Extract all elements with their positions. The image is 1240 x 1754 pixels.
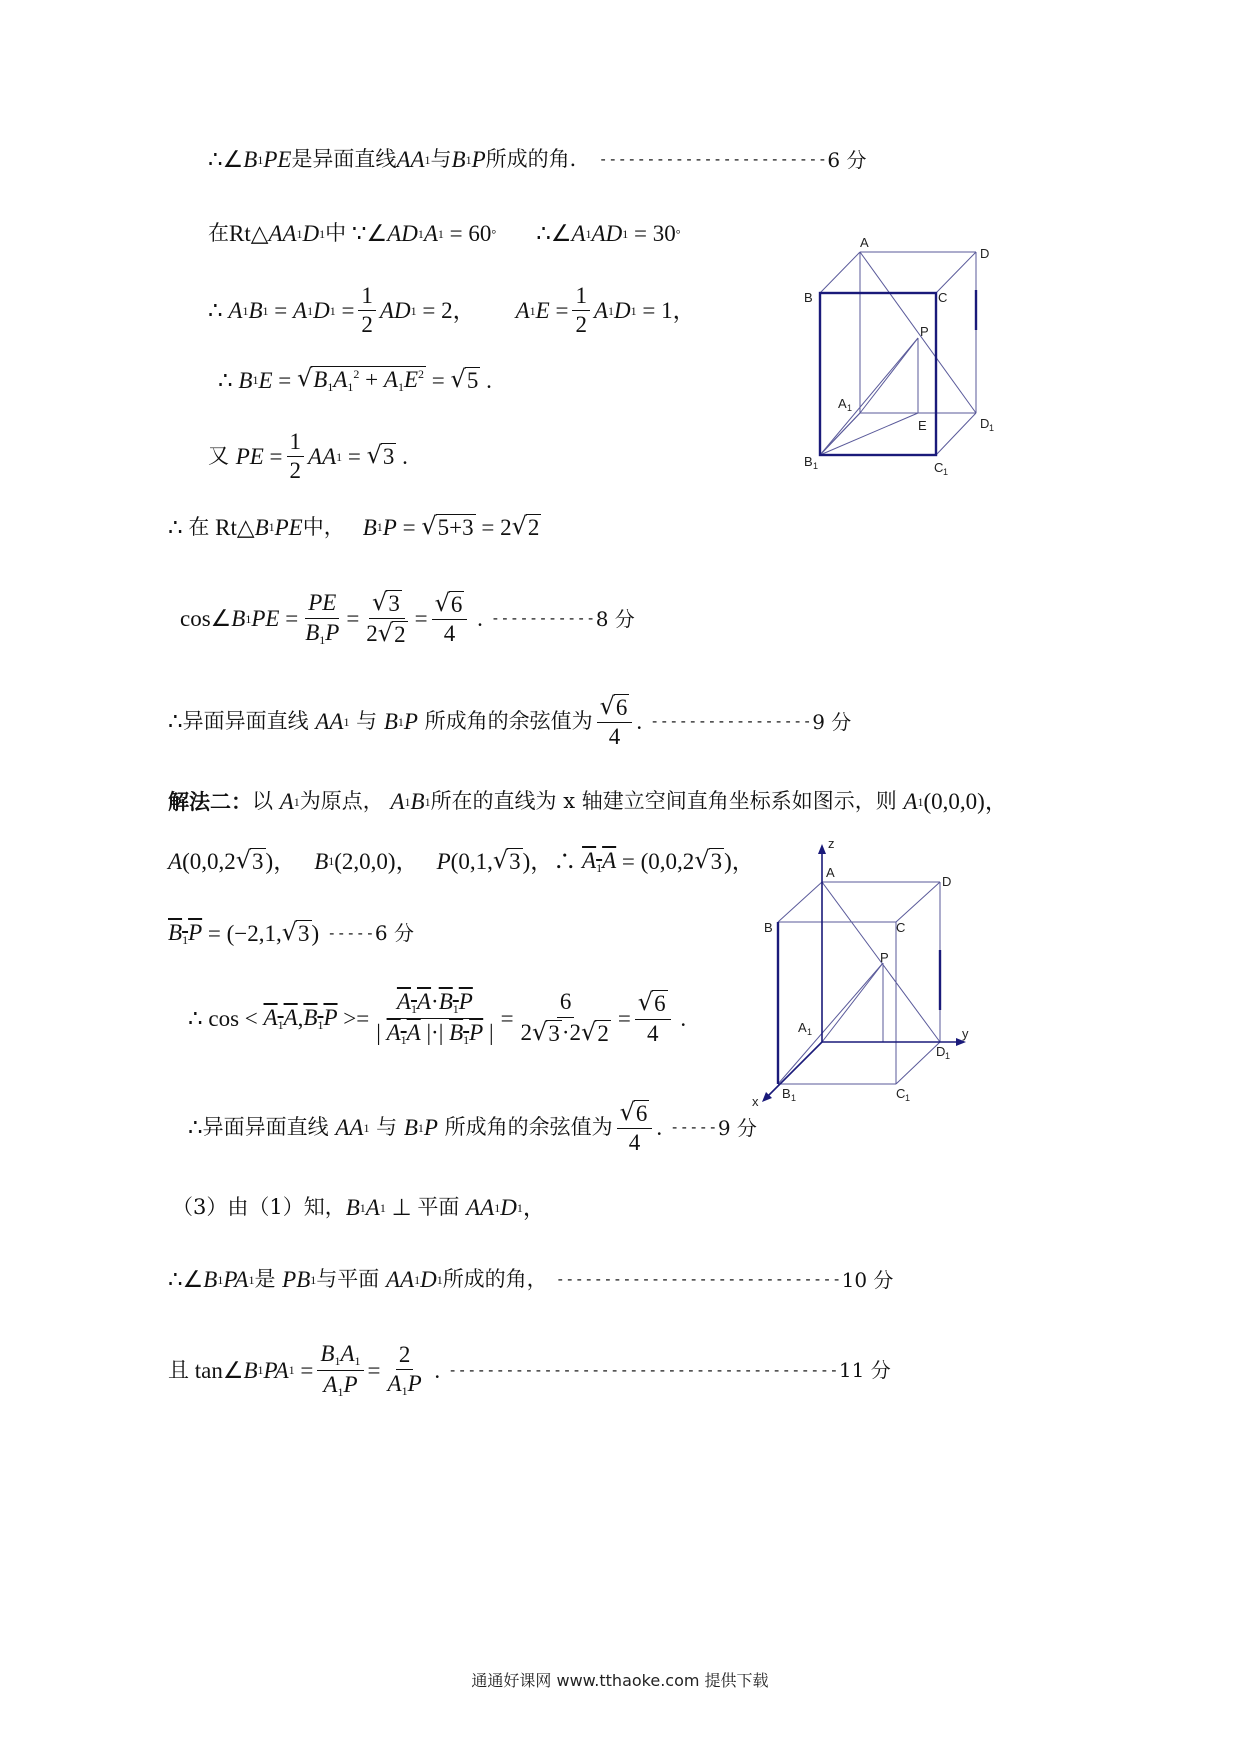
text: 异面异面直线 [202, 1115, 329, 1140]
line-3: ∴ A 1 B 1 = A 1 D 1 = $\frac{1}{2}$ AD 1 = 2， A 1 E = $\frac{1}{2}$ A 1 D 1 = 1， [208, 283, 696, 338]
text: 平面 [417, 1195, 460, 1219]
method2-title: 解法二： [168, 789, 252, 814]
score-9: 9 分 [812, 709, 852, 734]
text: 以 [252, 789, 273, 813]
label-P: P [920, 324, 929, 339]
svg-text:1: 1 [813, 461, 819, 471]
number: 30 [652, 221, 676, 246]
label-A1: A [838, 396, 847, 411]
svg-text:1: 1 [791, 1093, 797, 1103]
line-6: ∴ 在 Rt△ B 1 PE 中， B 1 P = √ 5+3 = 2 √ 2 [168, 512, 540, 540]
text: Rt [229, 221, 251, 246]
label-A: A [826, 865, 835, 880]
label-E: E [918, 418, 927, 433]
text: 异面异面直线 [182, 709, 309, 734]
svg-text:1: 1 [989, 423, 995, 433]
label-B: B [764, 920, 773, 935]
line-4: ∴ B 1 E = √ $B_1A_1^2 + A_1E^2$ = √ 5 . [218, 364, 492, 394]
score-10: 10 分 [841, 1267, 894, 1292]
label-C: C [938, 290, 948, 305]
label-P: P [880, 950, 889, 965]
text: 又 [208, 444, 229, 469]
number: 60 [468, 221, 492, 246]
svg-text:1: 1 [945, 1051, 951, 1061]
svg-text:1: 1 [943, 467, 949, 477]
label-x: x [752, 1094, 759, 1109]
label-y: y [962, 1026, 969, 1041]
line-13: ∴ 异面异面直线 AA 1 与 B 1 P 所成角的余弦值为 √ 6 4 . ----- 9 分 [188, 1098, 757, 1156]
label-z: z [828, 836, 835, 851]
line-8: ∴ 异面异面直线 AA 1 与 B 1 P 所成角的余弦值为 √ 6 4 . ----------------- 9 分 [168, 692, 852, 750]
text: 所成的角， [442, 1267, 548, 1291]
text: 所成的角． [485, 147, 591, 171]
label-D1: D [936, 1044, 946, 1059]
text: 与 [376, 1115, 398, 1140]
line-16: 且 tan∠ B 1 PA 1 = $\frac{B_1A_1}{A_1P}$ = $\frac{2}{A_1P}$ . ----------------------------------------- 11 分 [168, 1341, 891, 1399]
text: 与 [430, 147, 452, 171]
label-D: D [980, 246, 990, 261]
svg-text:1: 1 [905, 1093, 911, 1103]
label-C: C [896, 920, 906, 935]
score-8: 8 分 [595, 606, 635, 631]
score-6b: 6 分 [374, 921, 414, 946]
line-7: cos∠ B 1 PE = $\frac{PE}{B_1P}$ = √ 3 2 √ 2 = √ 6 4 . ----------- 8 分 [180, 588, 635, 648]
text: 是异面直线 [291, 147, 397, 171]
text: 为原点， [299, 789, 384, 813]
line-14: （3）由（1）知， B 1 A 1 ⊥ 平面 AA 1 D 1 ， [172, 1195, 546, 1220]
page-footer: 通通好课网 www.tthaoke.com 提供下载 [471, 1671, 769, 1690]
part3-label: （3）由（1）知， [172, 1195, 346, 1219]
line-15: ∴∠ B 1 PA 1 是 PB 1 与平面 AA 1 D 1 所成的角， ------------------------------ 10 分 [168, 1267, 894, 1292]
line-5: 又 PE = $\frac{1}{2}$ AA 1 = √ 3 . [208, 429, 408, 484]
line-10: A (0,0,2 √ 3 )， B 1 (2,0,0)， P (0,1, √ 3 )，∴ $A_1A$ = (0,0,2 √ 3 )， [168, 846, 755, 875]
score-9b: 9 分 [717, 1115, 757, 1140]
text: 中， [302, 514, 345, 539]
text: 与 [356, 709, 378, 734]
score-11: 11 分 [838, 1358, 891, 1383]
score-6: 6 分 [827, 147, 867, 172]
line-11: $B_1P$ = (−2,1, √ 3 ) ----- 6 分 [168, 918, 414, 947]
line-12: ∴ cos < $A_1A$ , $B_1P$ >= $\frac{A_1A\cdot B_1P}{| A_1A |\cdot| B_1P |}$ = 6 2 √ 3 ·2 √ 2 = √ 6 4 . [188, 988, 687, 1047]
text: 中 [325, 221, 347, 245]
label-B1: B [804, 454, 813, 469]
prism-figure-1 [790, 230, 1020, 480]
text: 在 [188, 514, 210, 539]
line-1: ∴∠ B 1 PE 是异面直线 AA 1 与 B 1 P 所成的角． ------------------------ 6 分 [208, 147, 867, 172]
text: 所在的直线为 x 轴建立空间直角坐标系如图示，则 [430, 789, 897, 813]
label-B: B [804, 290, 813, 305]
prism-figure-2 [750, 830, 980, 1110]
text: 所成角的余弦值为 [424, 709, 593, 734]
label-C1: C [896, 1086, 906, 1101]
text: 是 [254, 1267, 276, 1291]
text: 所成角的余弦值为 [444, 1115, 613, 1140]
text: 且 [168, 1357, 189, 1382]
line-9: 解法二： 以 A 1 为原点， A 1 B 1 所在的直线为 x 轴建立空间直角坐标系如图示，则 A 1 (0,0,0)， [168, 789, 1008, 814]
label-B1: B [782, 1086, 791, 1101]
label-A: A [860, 235, 869, 250]
label-D: D [942, 874, 952, 889]
label-D1: D [980, 416, 990, 431]
label-A1: A [798, 1020, 807, 1035]
line-2: 在 Rt △ AA 1 D 1 中 ∵∠ AD 1 A 1 = 60 ° ∴∠ A 1 AD 1 = 30 ° [208, 221, 681, 246]
svg-text:1: 1 [807, 1027, 813, 1037]
text: 与平面 [316, 1267, 380, 1291]
label-C1: C [934, 460, 944, 475]
text: 在 [208, 221, 229, 245]
svg-text:1: 1 [847, 403, 853, 413]
